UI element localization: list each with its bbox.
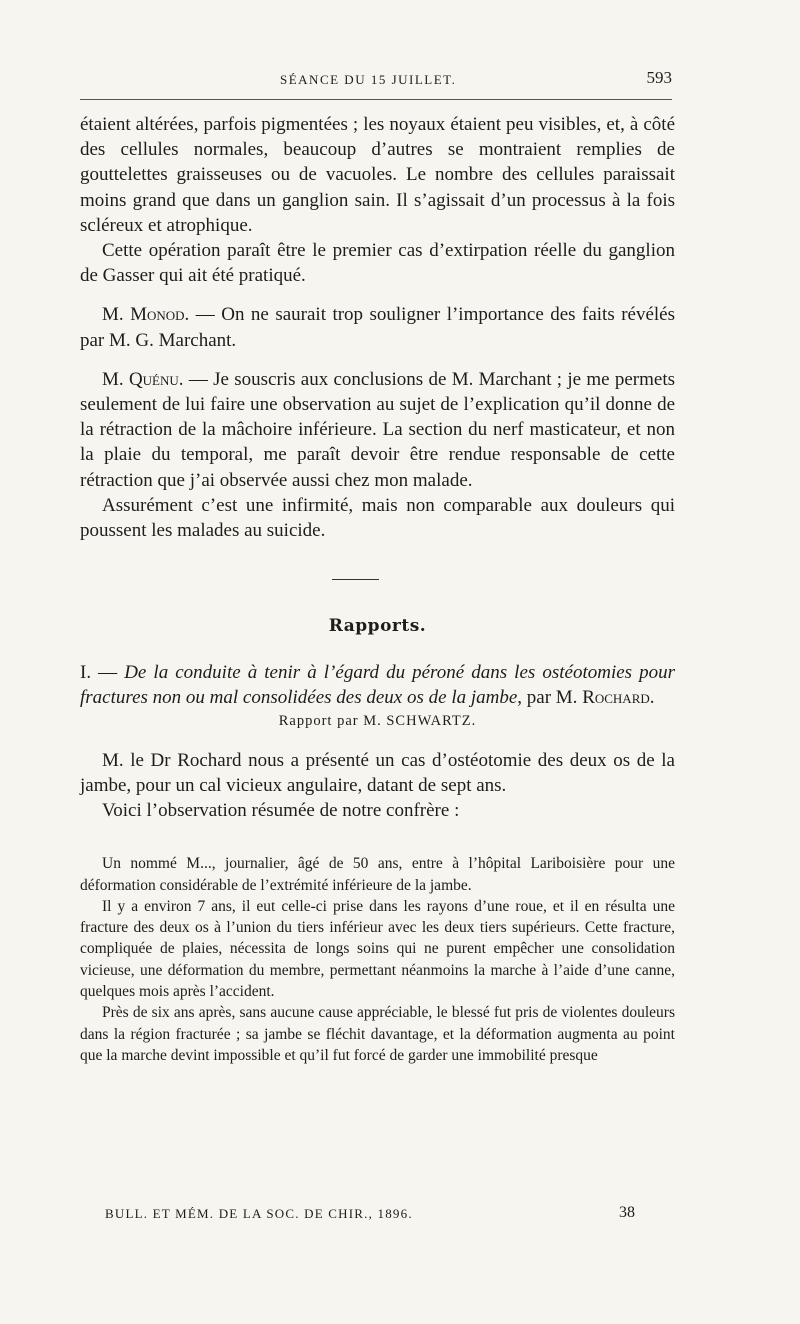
rapport-title [80,660,675,710]
paragraph: étaient altérées, parfois pigmentées ; les noyaux étaient peu visibles, et, à côté des cellules normales, beaucoup d’autres se montraient remplies de gouttelettes graisseuses ou de vacuoles. Le nombre des cellules paraissait moins grand que dans un ganglion sain. Il s’agissait d’un processus à la fois scléreux et atrophique. [80,114,675,236]
observation-paragraph: Un nommé M..., journalier, âgé de 50 ans, entre à l’hôpital Lariboisière pour une déformation considérable de l’extrémité inférieure de la jambe. [80,855,675,894]
page-header [80,60,672,90]
observation-paragraph: Il y a environ 7 ans, il eut celle-ci prise dans les rayons d’une roue, et il en résulta une fracture des deux os à l’union du tiers inférieur avec les deux tiers supérieurs. Cette fracture, compliquée de plaies, nécessita de longs soins qui ne purent empêcher une consolidation vicieuse, une déformation du membre, permettant néanmoins la marche à l’aide d’une canne, quelques mois après l’accident. [80,897,675,1001]
rapport-by: , par M. [517,687,583,709]
monod-remark [80,302,675,352]
observation-paragraph: Près de six ans après, sans aucune cause appréciable, le blessé fut pris de violentes douleurs dans la région fracturée ; sa jambe se fléchit davantage, et la déformation augmenta au point que la marche devint impossible et qu’il fut forcé de garder une immobilité presque [80,1004,675,1064]
running-title: SÉANCE DU 15 JUILLET. [280,72,457,87]
rapport-title-text: De la conduite à tenir à l’égard du péroné dans les ostéotomies pour fractures non ou mal consolidées des deux os de la jambe [80,662,676,709]
speaker-name: M. Monod. [102,304,190,326]
remark-text: — Je souscris aux conclusions de M. Marchant ; je me permets seulement de lui faire une observation au sujet de l’explication qu’il donne de la rétraction de la mâchoire inférieure. La section du nerf masticateur, et non la plaie du temporal, me paraît devoir être rendue responsable de cette rétraction que j’ai observée aussi chez mon malade. [80,368,675,491]
rapport-author: Rochard. [582,687,655,709]
rapport-number: I. — [80,662,125,684]
quenu-remark [80,367,675,493]
header-rule [80,99,672,100]
page-number: 593 [646,68,672,87]
remark-text: — On ne saurait trop souligner l’importance des faits révélés par M. G. Marchant. [80,304,675,351]
paragraph: M. le Dr Rochard nous a présenté un cas d’ostéotomie des deux os de la jambe, pour un cal vicieux angulaire, datant de sept ans. [80,749,675,796]
paragraph: Assurément c’est une infirmité, mais non comparable aux douleurs qui poussent les malades au suicide. [80,494,675,542]
paragraph: Voici l’observation résumée de notre confrère : [102,800,460,822]
journal-line: BULL. ET MÉM. DE LA SOC. DE CHIR., 1896. [105,1206,413,1221]
section-title: Rapports. [328,616,427,637]
rapport-reporter: Rapport par M. SCHWARTZ. [278,712,477,729]
paragraph: Cette opération paraît être le premier cas d’extirpation réelle du ganglion de Gasser qui ait été pratiqué. [80,240,675,287]
page-body [80,112,675,1066]
page-footer [105,1206,635,1222]
speaker-name: M. Quénu. [102,368,184,390]
section-divider [332,579,379,580]
signature-mark: 38 [619,1204,635,1221]
